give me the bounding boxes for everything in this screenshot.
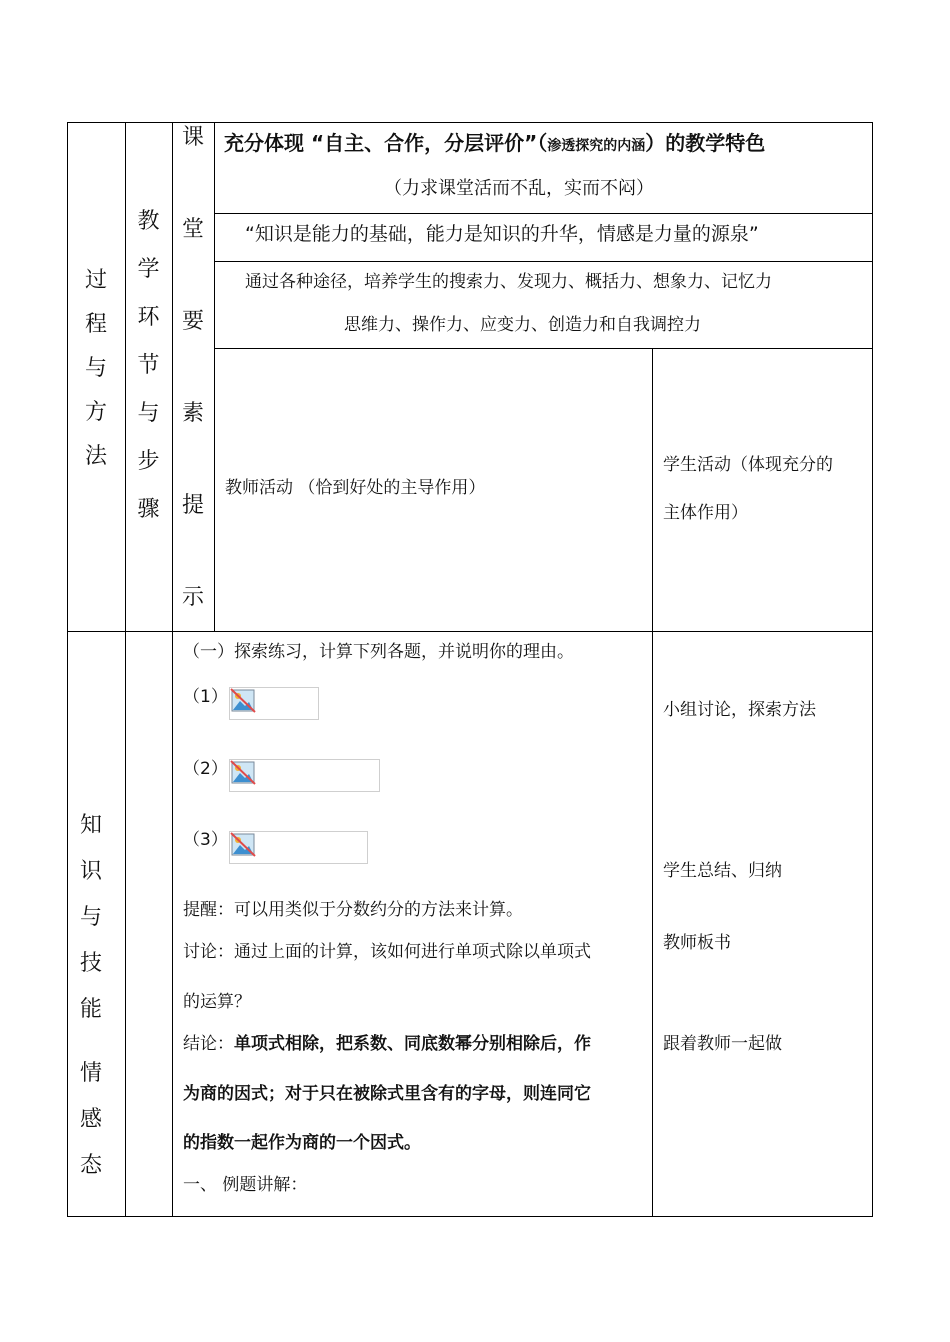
header-col2-char: 环 xyxy=(137,305,160,330)
header-col2-char: 骤 xyxy=(137,497,160,522)
teacher-activity-heading: 教师活动 （恰到好处的主导作用） xyxy=(225,478,486,498)
student-note: 教师板书 xyxy=(663,933,731,953)
header-col3-char: 示 xyxy=(181,585,204,610)
student-note: 学生总结、归纳 xyxy=(663,861,782,881)
header-col2-char: 与 xyxy=(137,401,160,426)
broken-image-icon xyxy=(230,760,258,786)
header-col3-class-elements xyxy=(172,127,214,609)
feature-line-b: ）的教学特色 xyxy=(645,131,766,155)
body-col1-char: 识 xyxy=(79,859,102,884)
header-divider-1 xyxy=(214,213,873,214)
problem-image xyxy=(229,759,380,792)
header-divider-3 xyxy=(214,348,873,349)
header-col2-char: 节 xyxy=(137,353,160,378)
header-col3-char: 素 xyxy=(181,401,204,426)
explore-title: （一）探索练习，计算下列各题，并说明你的理由。 xyxy=(183,642,574,662)
broken-image-icon xyxy=(230,832,258,858)
header-col1-char: 方 xyxy=(84,400,107,425)
feature-line-small: 渗透探究的内涵 xyxy=(547,138,646,154)
body-col1-char: 情 xyxy=(79,1061,102,1086)
header-col3-char: 课 xyxy=(181,125,204,150)
feature-line-a: 充分体现 “自主、合作，分层评价”（ xyxy=(224,131,548,155)
student-note: 小组讨论，探索方法 xyxy=(663,700,816,720)
student-note: 跟着教师一起做 xyxy=(663,1034,782,1054)
conclusion-line3: 的指数一起作为商的一个因式。 xyxy=(183,1133,421,1153)
body-col1-char: 技 xyxy=(79,951,102,976)
header-col1-char: 与 xyxy=(84,356,107,381)
header-divider-2 xyxy=(214,261,873,262)
table-border-mid xyxy=(67,631,873,632)
feature-sub: （力求课堂活而不乱，实而不闷） xyxy=(384,178,654,199)
conclusion-prefix: 结论： xyxy=(183,1034,234,1054)
table-border-bottom xyxy=(67,1216,873,1217)
header-col3-char: 堂 xyxy=(181,217,204,242)
discuss-line2: 的运算？ xyxy=(183,992,251,1012)
body-col1-char: 知 xyxy=(79,813,102,838)
conclusion-line1 xyxy=(183,1029,591,1054)
discuss-line1: 讨论：通过上面的计算，该如何进行单项式除以单项式 xyxy=(183,942,591,962)
header-col2-char: 教 xyxy=(137,209,160,234)
body-col1-knowledge-emotion xyxy=(67,815,115,1177)
table-border-top xyxy=(67,122,873,123)
broken-image-icon xyxy=(230,688,258,714)
body-col1-char: 能 xyxy=(79,997,102,1022)
conclusion-text: 单项式相除，把系数、同底数幂分别相除后，作 xyxy=(234,1034,591,1054)
student-activity-line2: 主体作用） xyxy=(663,503,748,523)
header-col1-char: 过 xyxy=(84,268,107,293)
header-col2-char: 步 xyxy=(137,449,160,474)
conclusion-line2: 为商的因式；对于只在被除式里含有的字母，则连同它 xyxy=(183,1084,591,1104)
hint-text: 提醒：可以用类似于分数约分的方法来计算。 xyxy=(183,900,523,920)
header-col2-teaching-steps xyxy=(125,211,172,521)
feature-line xyxy=(224,127,765,156)
quote-line: “知识是能力的基础，能力是知识的升华，情感是力量的源泉” xyxy=(245,223,759,245)
header-col2-char: 学 xyxy=(137,257,160,282)
abilities-line2: 思维力、操作力、应变力、创造力和自我调控力 xyxy=(344,315,701,335)
header-col1-char: 法 xyxy=(84,444,107,469)
col-divider-3 xyxy=(214,122,215,631)
problem-image xyxy=(229,831,368,864)
header-col1-process-method xyxy=(67,270,125,468)
table-border-right xyxy=(872,122,873,1217)
problem-label: （3） xyxy=(183,830,228,850)
problem-label: （1） xyxy=(183,687,228,707)
col-divider-4 xyxy=(652,348,653,1217)
header-col3-char: 提 xyxy=(181,493,204,518)
body-col1-char: 态 xyxy=(79,1153,102,1178)
body-col1-char: 感 xyxy=(79,1107,102,1132)
student-activity-line1: 学生活动（体现充分的 xyxy=(663,455,833,475)
header-col3-char: 要 xyxy=(181,309,204,334)
example-title: 一、 例题讲解： xyxy=(183,1175,308,1195)
problem-label: （2） xyxy=(183,759,228,779)
problem-image xyxy=(229,687,319,720)
abilities-line1: 通过各种途径，培养学生的搜索力、发现力、概括力、想象力、记忆力 xyxy=(245,272,772,292)
body-col1-char: 与 xyxy=(79,905,102,930)
header-col1-char: 程 xyxy=(84,312,107,337)
